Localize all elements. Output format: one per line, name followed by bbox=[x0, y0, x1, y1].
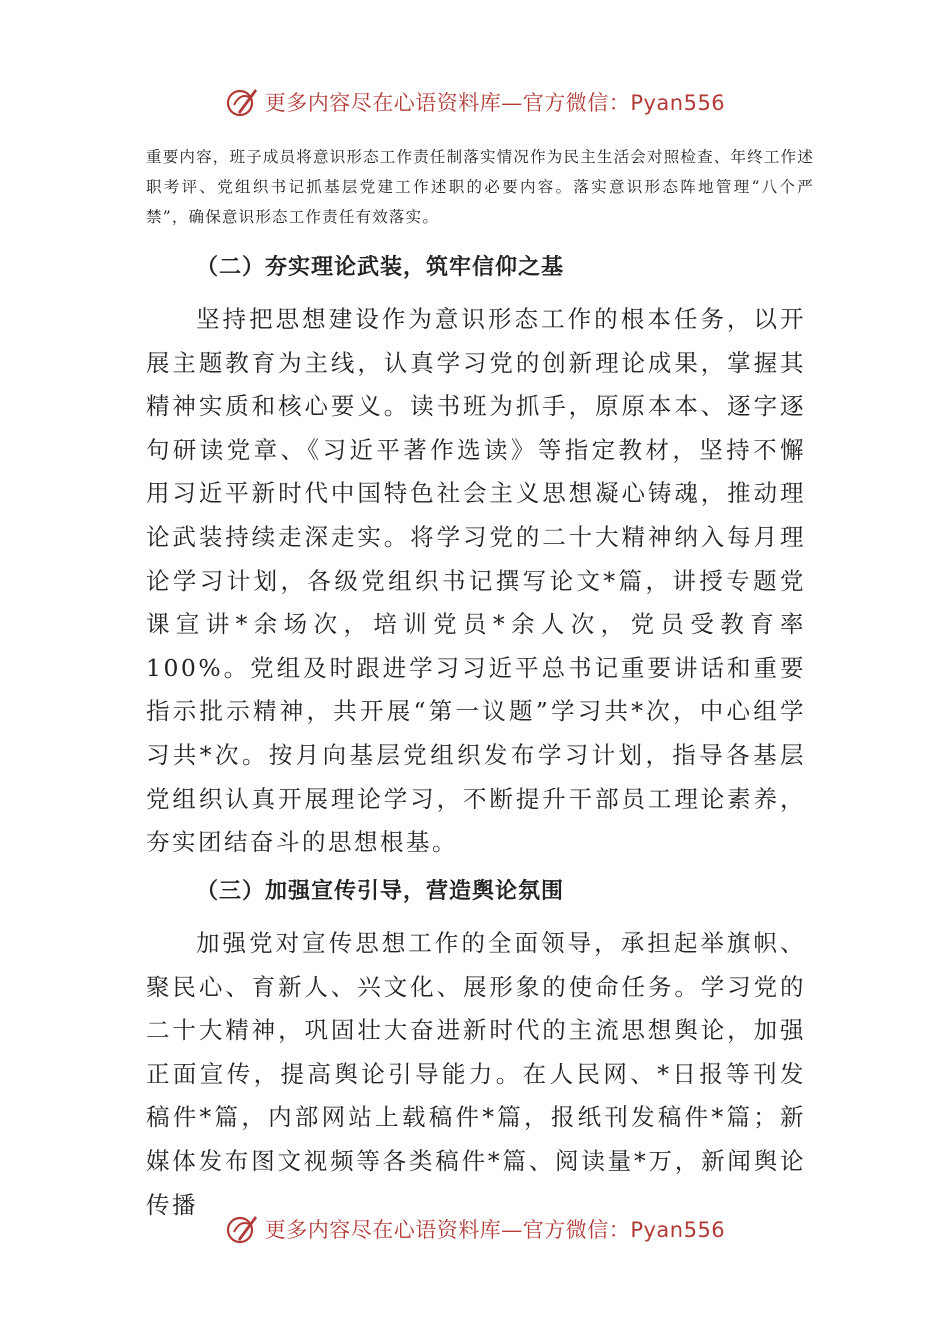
section-heading-3: （三）加强宣传引导，营造舆论氛围 bbox=[196, 879, 565, 904]
pen-logo-icon bbox=[225, 1212, 259, 1246]
watermark-header bbox=[0, 82, 950, 122]
section-heading-2: （二）夯实理论武装，筑牢信仰之基 bbox=[196, 255, 565, 280]
pen-logo-icon bbox=[225, 85, 259, 119]
watermark-footer bbox=[0, 1209, 950, 1249]
section-paragraph-3: 加强党对宣传思想工作的全面领导，承担起举旗帜、聚民心、育新人、兴文化、展形象的使命任务。学习党的二十大精神，巩固壮大奋进新时代的主流思想舆论，加强正面宣传，提高舆论引导能力。在人民网、*日报等刊发稿件*篇，内部网站上载稿件*篇，报纸刊发稿件*篇；新媒体发布图文视频等各类稿件*篇、阅读量*万，新闻舆论传播 bbox=[146, 929, 806, 1219]
intro-paragraph: 重要内容，班子成员将意识形态工作责任制落实情况作为民主生活会对照检查、年终工作述职考评、党组织书记抓基层党建工作述职的必要内容。落实意识形态阵地管理“八个严禁”，确保意识形态工作责任有效落实。 bbox=[146, 148, 815, 226]
section-paragraph-2: 坚持把思想建设作为意识形态工作的根本任务，以开展主题教育为主线，认真学习党的创新理论成果，掌握其精神实质和核心要义。读书班为抓手，原原本本、逐字逐句研读党章、《习近平著作选读》等指定教材，坚持不懈用习近平新时代中国特色社会主义思想凝心铸魂，推动理论武装持续走深走实。将学习党的二十大精神纳入每月理论学习计划，各级党组织书记撰写论文*篇，讲授专题党课宣讲*余场次，培训党员*余人次，党员受教育率100%。党组及时跟进学习习近平总书记重要讲话和重要指示批示精神，共开展“第一议题”学习共*次，中心组学习共*次。按月向基层党组织发布学习计划，指导各基层党组织认真开展理论学习，不断提升干部员工理论素养，夯实团结奋斗的思想根基。 bbox=[146, 305, 806, 857]
watermark-text: 更多内容尽在心语资料库—官方微信：Pyan556 bbox=[264, 1218, 726, 1242]
watermark-text: 更多内容尽在心语资料库—官方微信：Pyan556 bbox=[264, 91, 726, 115]
